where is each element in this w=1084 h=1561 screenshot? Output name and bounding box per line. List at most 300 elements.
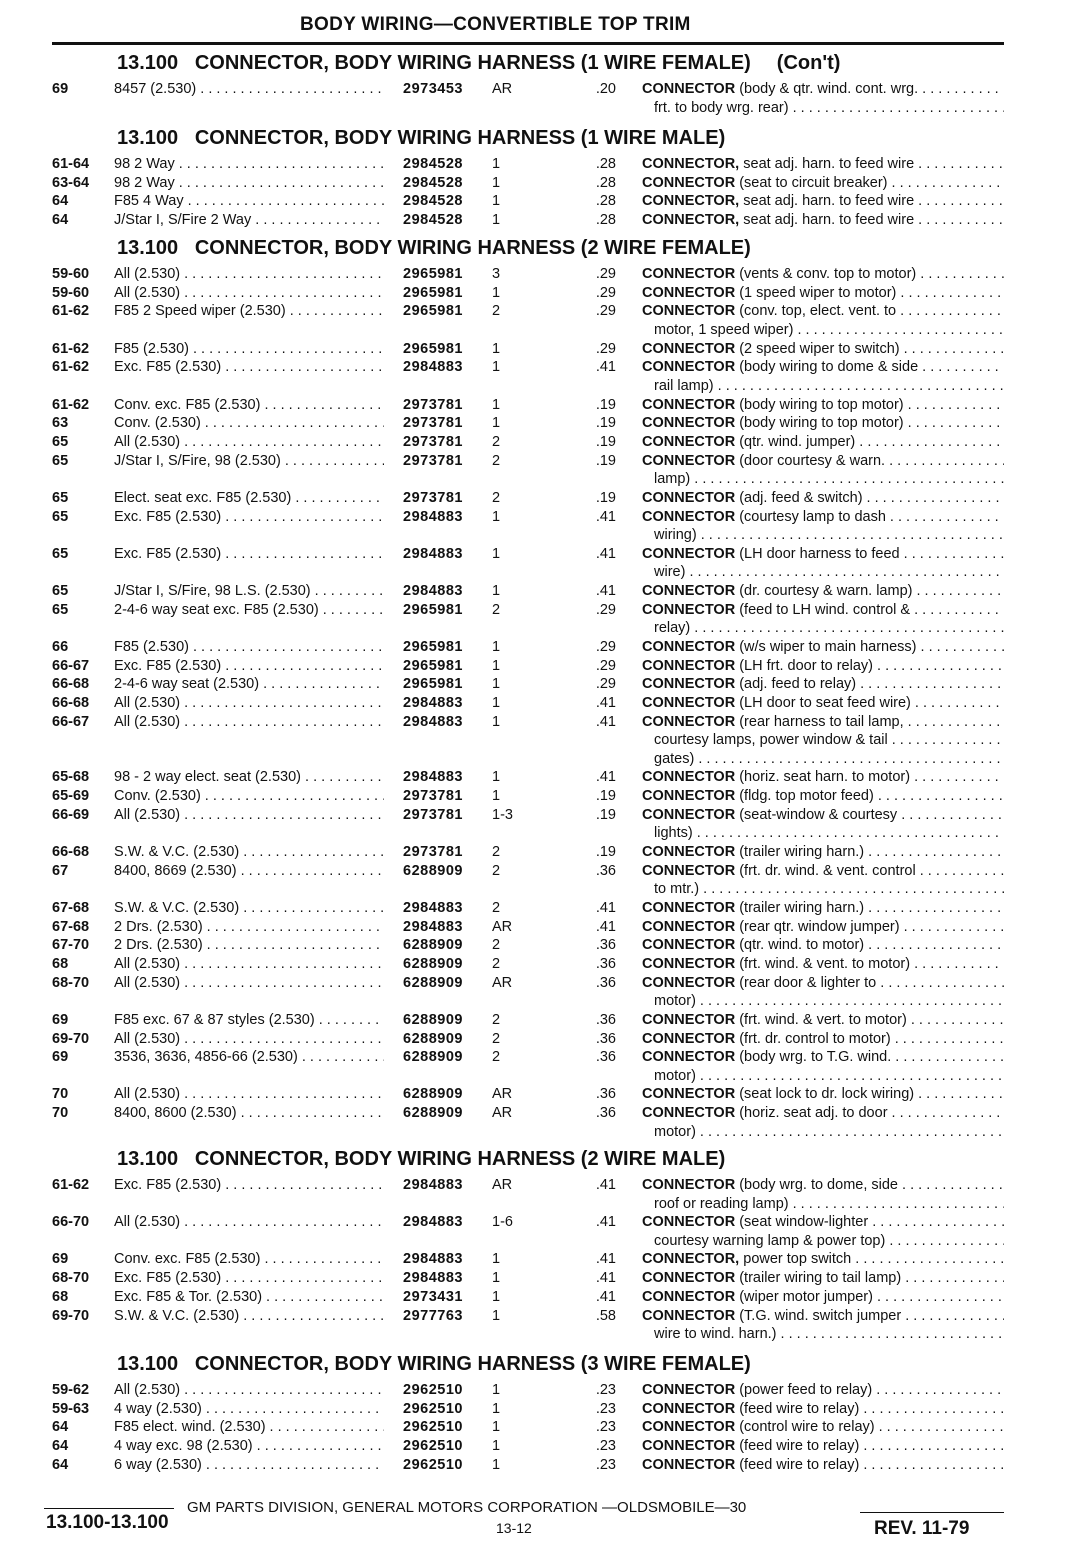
model-cell: 2 Drs. (2.530) . . .: [114, 936, 384, 955]
description-line: [642, 750, 1004, 769]
description-line: [642, 452, 1004, 471]
description-line: [642, 302, 1004, 321]
description-text: (frt. dr. control to motor): [739, 1030, 891, 1047]
description-line: [642, 955, 1004, 974]
year-cell: 61-62: [52, 359, 90, 376]
description-text: (body wiring to top motor): [739, 396, 904, 413]
description-cell: [642, 302, 1004, 339]
part-number-cell: 2984883: [403, 1214, 463, 1231]
price-cell: .58: [595, 1307, 616, 1324]
quantity-cell: 1: [492, 1307, 501, 1324]
price-cell: .19: [595, 489, 616, 506]
part-number-cell: 2962510: [403, 1456, 463, 1473]
year-cell: 66: [52, 638, 69, 655]
price-cell: .29: [595, 638, 616, 655]
description-text: (rear harness to tail lamp,: [739, 713, 904, 730]
quantity-cell: AR: [492, 81, 513, 97]
model-cell: Exc. F85 (2.530) . . .: [114, 1176, 384, 1195]
description-keyword: CONNECTOR: [642, 974, 736, 991]
price-cell: .19: [595, 452, 616, 469]
part-number-cell: 2984883: [403, 769, 463, 786]
model-cell: 2-4-6 way seat exc. F85 (2.530) . . .: [114, 601, 384, 620]
description-line: [642, 638, 1004, 657]
model-cell: 8400, 8669 (2.530) . . .: [114, 862, 384, 881]
quantity-cell: 1: [492, 788, 501, 804]
year-cell: 69: [52, 1011, 69, 1028]
price-cell: .36: [595, 1086, 616, 1103]
model-cell: J/Star I, S/Fire, 98 (2.530) . . .: [114, 452, 384, 471]
year-cell: 65: [52, 433, 69, 450]
quantity-cell: 2: [492, 899, 501, 916]
quantity-cell: 1: [492, 508, 501, 525]
quantity-cell: 2: [492, 1030, 501, 1047]
part-number-cell: 2965981: [403, 266, 463, 282]
description-keyword: CONNECTOR: [642, 657, 736, 674]
description-cell: [642, 433, 1004, 452]
description-text: (feed wire to relay): [739, 1400, 860, 1417]
model-cell: All (2.530) . . .: [114, 1030, 384, 1049]
description-cell: [642, 657, 1004, 676]
description-cell: [642, 1104, 1004, 1141]
part-number-cell: 2973781: [403, 806, 463, 823]
price-cell: .36: [595, 974, 616, 991]
quantity-cell: 1: [492, 1419, 501, 1436]
description-keyword: CONNECTOR: [642, 1030, 736, 1047]
footer-divider-left: [44, 1508, 174, 1509]
part-number-cell: 2973781: [403, 843, 463, 860]
description-cell: [642, 1381, 1004, 1400]
description-text: power top switch: [743, 1251, 852, 1268]
year-cell: 65: [52, 601, 69, 618]
description-text: (power feed to relay): [739, 1382, 873, 1398]
price-cell: .36: [595, 1011, 616, 1028]
description-line: [642, 619, 1004, 638]
price-cell: .29: [595, 266, 616, 282]
year-cell: 61-64: [52, 156, 90, 172]
year-cell: 69: [52, 1049, 69, 1066]
description-text: (feed wire to relay): [739, 1438, 860, 1455]
quantity-cell: 1-3: [492, 806, 513, 823]
model-cell: All (2.530) . . .: [114, 433, 384, 452]
description-keyword: CONNECTOR: [642, 489, 736, 506]
section-heading: [117, 237, 751, 260]
description-keyword: CONNECTOR,: [642, 193, 740, 210]
quantity-cell: 1: [492, 1456, 501, 1473]
description-cell: [642, 974, 1004, 1011]
description-keyword: CONNECTOR: [642, 340, 736, 357]
description-cell: [642, 601, 1004, 638]
description-keyword: CONNECTOR: [642, 1438, 736, 1455]
part-number-cell: 2962510: [403, 1382, 463, 1398]
price-cell: .28: [595, 174, 616, 191]
model-cell: 8457 (2.530) . . .: [114, 80, 384, 99]
model-cell: All (2.530) . . .: [114, 284, 384, 303]
description-line: [642, 470, 1004, 489]
price-cell: .36: [595, 1030, 616, 1047]
description-cell: [642, 1213, 1004, 1250]
quantity-cell: 1: [492, 415, 501, 432]
description-keyword: CONNECTOR: [642, 937, 736, 954]
description-cell: [642, 174, 1004, 193]
description-text: (w/s wiper to main harness): [739, 638, 917, 655]
description-line: [642, 192, 1004, 211]
year-cell: 66-67: [52, 713, 90, 730]
quantity-cell: 1: [492, 638, 501, 655]
price-cell: .41: [595, 359, 616, 376]
part-number-cell: 2984883: [403, 545, 463, 562]
model-cell: S.W. & V.C. (2.530) . . .: [114, 1307, 384, 1326]
description-cell: [642, 955, 1004, 974]
price-cell: .36: [595, 862, 616, 879]
quantity-cell: 2: [492, 601, 501, 618]
model-cell: F85 (2.530) . . .: [114, 340, 384, 359]
description-line: [642, 582, 1004, 601]
description-line: [642, 211, 1004, 230]
year-cell: 68-70: [52, 1270, 90, 1287]
year-cell: 70: [52, 1105, 69, 1122]
description-keyword: CONNECTOR: [642, 676, 736, 693]
description-line: [642, 731, 1004, 750]
description-line: [642, 1176, 1004, 1195]
description-text: (trailer wiring harn.): [739, 843, 865, 860]
model-cell: All (2.530) . . .: [114, 265, 384, 284]
description-line: [642, 174, 1004, 193]
model-cell: Conv. (2.530) . . .: [114, 787, 384, 806]
description-line: [642, 936, 1004, 955]
part-number-cell: 2984528: [403, 156, 463, 172]
price-cell: .29: [595, 303, 616, 320]
description-line: [642, 1250, 1004, 1269]
year-cell: 68: [52, 1288, 69, 1305]
description-keyword: CONNECTOR: [642, 582, 736, 599]
price-cell: .29: [595, 284, 616, 301]
model-cell: All (2.530) . . .: [114, 1085, 384, 1104]
part-number-cell: 2984883: [403, 899, 463, 916]
description-text: courtesy warning lamp & power top): [654, 1232, 886, 1249]
price-cell: .41: [595, 1288, 616, 1305]
part-number-cell: 2973781: [403, 788, 463, 804]
quantity-cell: 2: [492, 303, 501, 320]
year-cell: 59-63: [52, 1400, 90, 1417]
footer-divider-right: [860, 1512, 1004, 1513]
description-text: (qtr. wind. jumper): [739, 433, 856, 450]
description-keyword: CONNECTOR,: [642, 156, 740, 172]
section-heading: [117, 1353, 751, 1376]
description-cell: [642, 843, 1004, 862]
quantity-cell: AR: [492, 918, 513, 935]
section-heading-text: 13.100 CONNECTOR, BODY WIRING HARNESS (1 WIRE FEMALE): [117, 52, 751, 74]
quantity-cell: 1: [492, 1270, 501, 1287]
description-line: [642, 974, 1004, 993]
model-cell: Exc. F85 (2.530) . . .: [114, 508, 384, 527]
description-text: (rear qtr. window jumper): [739, 918, 900, 935]
part-number-cell: 2962510: [403, 1419, 463, 1436]
description-keyword: CONNECTOR: [642, 806, 736, 823]
model-cell: Exc. F85 (2.530) . . .: [114, 358, 384, 377]
description-line: [642, 1232, 1004, 1251]
description-text: (2 speed wiper to switch): [739, 340, 900, 357]
price-cell: .19: [595, 843, 616, 860]
description-line: [642, 1213, 1004, 1232]
description-keyword: CONNECTOR: [642, 1214, 736, 1231]
description-text: frt. to body wrg. rear): [654, 99, 789, 116]
year-cell: 66-68: [52, 694, 90, 711]
model-cell: Conv. exc. F85 (2.530) . . .: [114, 396, 384, 415]
price-cell: .41: [595, 918, 616, 935]
model-cell: 6 way (2.530) . . .: [114, 1456, 384, 1475]
description-text: (adj. feed & switch): [739, 489, 863, 506]
description-text: lights): [654, 825, 693, 842]
part-number-cell: 2984883: [403, 582, 463, 599]
description-keyword: CONNECTOR: [642, 81, 736, 97]
description-line: [642, 563, 1004, 582]
description-line: [642, 265, 1004, 284]
description-keyword: CONNECTOR: [642, 1049, 736, 1066]
description-line: [642, 862, 1004, 881]
description-line: [642, 992, 1004, 1011]
description-keyword: CONNECTOR: [642, 452, 736, 469]
price-cell: .41: [595, 545, 616, 562]
year-cell: 61-62: [52, 396, 90, 413]
price-cell: .41: [595, 694, 616, 711]
part-number-cell: 2973781: [403, 452, 463, 469]
description-keyword: CONNECTOR: [642, 694, 736, 711]
description-cell: [642, 192, 1004, 211]
description-keyword: CONNECTOR: [642, 955, 736, 972]
model-cell: All (2.530) . . .: [114, 694, 384, 713]
description-line: [642, 321, 1004, 340]
quantity-cell: 1: [492, 174, 501, 191]
price-cell: .19: [595, 806, 616, 823]
description-cell: [642, 340, 1004, 359]
quantity-cell: 1: [492, 769, 501, 786]
part-number-cell: 2973781: [403, 433, 463, 450]
description-line: [642, 843, 1004, 862]
description-keyword: CONNECTOR: [642, 601, 736, 618]
model-cell: 4 way (2.530) . . .: [114, 1400, 384, 1419]
description-line: [642, 1437, 1004, 1456]
quantity-cell: AR: [492, 1105, 513, 1122]
price-cell: .36: [595, 1105, 616, 1122]
description-line: [642, 508, 1004, 527]
description-keyword: CONNECTOR: [642, 415, 736, 432]
part-number-cell: 2973781: [403, 415, 463, 432]
quantity-cell: 1: [492, 156, 501, 172]
quantity-cell: 1: [492, 713, 501, 730]
description-line: [642, 1456, 1004, 1475]
description-text: (frt. wind. & vent. to motor): [739, 955, 911, 972]
footer-group-range: 13.100-13.100: [46, 1512, 169, 1533]
year-cell: 64: [52, 212, 69, 229]
description-text: lamp): [654, 471, 691, 488]
description-line: [642, 489, 1004, 508]
model-cell: F85 elect. wind. (2.530) . . .: [114, 1418, 384, 1437]
description-text: relay): [654, 620, 691, 637]
price-cell: .29: [595, 601, 616, 618]
description-cell: [642, 1437, 1004, 1456]
description-line: [642, 1030, 1004, 1049]
description-line: [642, 80, 1004, 99]
description-text: (seat lock to dr. lock wiring): [739, 1086, 915, 1103]
description-text: gates): [654, 750, 695, 767]
description-text: (body wrg. to T.G. wind.: [739, 1049, 892, 1066]
description-keyword: CONNECTOR: [642, 1105, 736, 1122]
description-text: (vents & conv. top to motor): [739, 266, 917, 282]
description-cell: [642, 1269, 1004, 1288]
quantity-cell: 1: [492, 193, 501, 210]
description-keyword: CONNECTOR: [642, 899, 736, 916]
description-keyword: CONNECTOR: [642, 1288, 736, 1305]
price-cell: .19: [595, 415, 616, 432]
quantity-cell: 1: [492, 396, 501, 413]
price-cell: .41: [595, 508, 616, 525]
price-cell: .23: [595, 1400, 616, 1417]
page-title: BODY WIRING—CONVERTIBLE TOP TRIM: [300, 14, 691, 35]
part-number-cell: 6288909: [403, 937, 463, 954]
part-number-cell: 6288909: [403, 1086, 463, 1103]
model-cell: F85 (2.530) . . .: [114, 638, 384, 657]
description-text: (conv. top, elect. vent. to: [739, 303, 897, 320]
price-cell: .36: [595, 937, 616, 954]
description-keyword: CONNECTOR: [642, 396, 736, 413]
part-number-cell: 2965981: [403, 303, 463, 320]
description-cell: [642, 155, 1004, 174]
description-keyword: CONNECTOR: [642, 1400, 736, 1417]
quantity-cell: 1: [492, 1251, 501, 1268]
description-line: [642, 657, 1004, 676]
part-number-cell: 2984883: [403, 713, 463, 730]
part-number-cell: 2984528: [403, 193, 463, 210]
model-cell: F85 2 Speed wiper (2.530) . . .: [114, 302, 384, 321]
description-line: [642, 899, 1004, 918]
price-cell: .23: [595, 1438, 616, 1455]
model-cell: J/Star I, S/Fire, 98 L.S. (2.530) . . .: [114, 582, 384, 601]
part-number-cell: 2984883: [403, 918, 463, 935]
part-number-cell: 2973453: [403, 81, 463, 97]
description-line: [642, 1400, 1004, 1419]
model-cell: 98 2 Way . . .: [114, 155, 384, 174]
description-text: (trailer wiring harn.): [739, 899, 865, 916]
year-cell: 65: [52, 545, 69, 562]
description-line: [642, 1418, 1004, 1437]
part-number-cell: 2984528: [403, 212, 463, 229]
description-text: wiring): [654, 527, 697, 543]
description-cell: [642, 918, 1004, 937]
description-cell: [642, 675, 1004, 694]
description-text: (LH frt. door to relay): [739, 657, 873, 674]
model-cell: 2 Drs. (2.530) . . .: [114, 918, 384, 937]
description-line: [642, 601, 1004, 620]
description-text: (courtesy lamp to dash: [739, 508, 886, 525]
description-line: [642, 918, 1004, 937]
model-cell: 98 - 2 way elect. seat (2.530) . . .: [114, 768, 384, 787]
year-cell: 65-68: [52, 769, 90, 786]
description-text: (body wiring to dome & side: [739, 359, 919, 376]
description-text: rail lamp): [654, 377, 714, 394]
model-cell: Elect. seat exc. F85 (2.530) . . .: [114, 489, 384, 508]
part-number-cell: 6288909: [403, 1105, 463, 1122]
description-text: (T.G. wind. switch jumper: [739, 1307, 902, 1324]
section-heading: [117, 127, 725, 150]
year-cell: 67-70: [52, 937, 90, 954]
price-cell: .41: [595, 582, 616, 599]
section-heading-continued: (Con't): [776, 52, 841, 74]
description-line: [642, 99, 1004, 118]
description-text: (LH door harness to feed: [739, 545, 900, 562]
description-keyword: CONNECTOR: [642, 769, 736, 786]
model-cell: Conv. (2.530) . . .: [114, 414, 384, 433]
part-number-cell: 2977763: [403, 1307, 463, 1324]
price-cell: .28: [595, 156, 616, 172]
description-cell: [642, 265, 1004, 284]
quantity-cell: 2: [492, 937, 501, 954]
year-cell: 66-70: [52, 1214, 90, 1231]
quantity-cell: 1: [492, 676, 501, 693]
year-cell: 70: [52, 1086, 69, 1103]
description-cell: [642, 1030, 1004, 1049]
description-cell: [642, 787, 1004, 806]
price-cell: .41: [595, 1214, 616, 1231]
description-text: (frt. wind. & vert. to motor): [739, 1011, 907, 1028]
description-keyword: CONNECTOR: [642, 433, 736, 450]
description-cell: [642, 1288, 1004, 1307]
description-keyword: CONNECTOR: [642, 1307, 736, 1324]
description-keyword: CONNECTOR: [642, 303, 736, 320]
year-cell: 66-68: [52, 676, 90, 693]
model-cell: 2-4-6 way seat (2.530) . . .: [114, 675, 384, 694]
description-line: [642, 414, 1004, 433]
quantity-cell: 1: [492, 1438, 501, 1455]
description-text: motor): [654, 993, 696, 1010]
quantity-cell: 2: [492, 955, 501, 972]
quantity-cell: 1: [492, 582, 501, 599]
description-cell: [642, 582, 1004, 601]
description-line: [642, 377, 1004, 396]
description-cell: [642, 1307, 1004, 1344]
description-line: [642, 787, 1004, 806]
description-text: (1 speed wiper to motor): [739, 284, 897, 301]
year-cell: 63: [52, 415, 69, 432]
part-number-cell: 6288909: [403, 1049, 463, 1066]
section-heading: [117, 52, 840, 75]
description-line: [642, 675, 1004, 694]
description-keyword: CONNECTOR: [642, 713, 736, 730]
quantity-cell: 1: [492, 1400, 501, 1417]
description-text: (frt. dr. wind. & vent. control: [739, 862, 916, 879]
footer-publisher: GM PARTS DIVISION, GENERAL MOTORS CORPORATION —OLDSMOBILE—30: [187, 1499, 747, 1516]
description-line: [642, 155, 1004, 174]
price-cell: .41: [595, 769, 616, 786]
description-cell: [642, 358, 1004, 395]
description-cell: [642, 1250, 1004, 1269]
description-line: [642, 1067, 1004, 1086]
description-cell: [642, 508, 1004, 545]
part-number-cell: 2965981: [403, 676, 463, 693]
description-line: [642, 1104, 1004, 1123]
model-cell: All (2.530) . . .: [114, 974, 384, 993]
part-number-cell: 2973431: [403, 1288, 463, 1305]
part-number-cell: 6288909: [403, 1030, 463, 1047]
price-cell: .23: [595, 1382, 616, 1398]
year-cell: 68: [52, 955, 69, 972]
price-cell: .36: [595, 955, 616, 972]
description-keyword: CONNECTOR: [642, 284, 736, 301]
description-cell: [642, 806, 1004, 843]
part-number-cell: 2984883: [403, 1177, 463, 1193]
description-cell: [642, 1048, 1004, 1085]
description-line: [642, 806, 1004, 825]
description-text: (body & qtr. wind. cont. wrg.: [739, 81, 919, 97]
